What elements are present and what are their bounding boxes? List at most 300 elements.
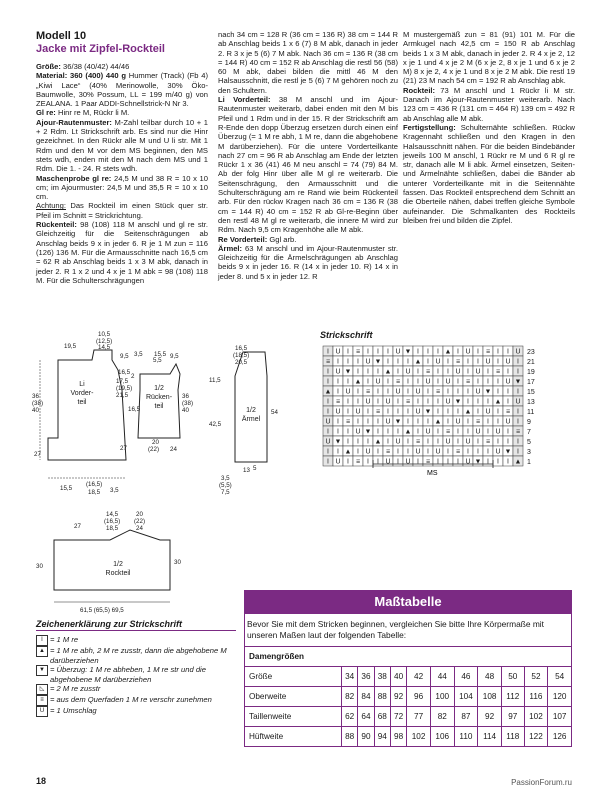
chart-symbol: I	[387, 358, 389, 366]
table-cell: 46	[454, 667, 478, 687]
dim-neck-2: (12,5)	[96, 338, 113, 345]
skirt-dim-6: 24	[136, 525, 143, 532]
sleeve-top-2: (18,5)	[233, 352, 250, 359]
skirt-height-left: 30	[36, 563, 43, 570]
skirt-label-2: Rockteil	[105, 570, 131, 577]
chart-symbol: I	[447, 418, 449, 426]
chart-symbol: I	[367, 458, 369, 466]
table-cell: 126	[548, 727, 572, 747]
chart-symbol: U	[455, 418, 461, 426]
dim-chest-1: 17,5	[116, 378, 129, 385]
chart-symbol: I	[397, 368, 399, 376]
chart-symbol: ≡	[505, 408, 511, 416]
size-table-intro: Bevor Sie mit dem Stricken beginnen, vergleichen Sie bitte Ihre Körpermaße mit unseren Maßen laut der folgenden Tabelle:	[244, 614, 572, 646]
chart-symbol: I	[337, 388, 339, 396]
chart-symbol: ≡	[375, 408, 381, 416]
chart-symbol: U	[405, 368, 411, 376]
chart-symbol: U	[365, 398, 371, 406]
chart-symbol: I	[437, 458, 439, 466]
dim-chest-2: (19,5)	[116, 385, 133, 392]
chart-symbol: I	[357, 388, 359, 396]
table-row	[245, 667, 572, 687]
table-cell: 54	[548, 667, 572, 687]
chart-symbol: I	[347, 348, 349, 356]
chart-symbol: U	[335, 348, 341, 356]
table-cell: 64	[358, 707, 374, 727]
chart-symbol: I	[497, 348, 499, 356]
pattern-title: Jacke mit Zipfel-Rockteil	[36, 43, 165, 55]
dim-front-width-1: 15,5	[60, 485, 73, 492]
chart-symbol: I	[377, 428, 379, 436]
chart-symbol: ≡	[405, 398, 411, 406]
chart-symbol: ≡	[455, 358, 461, 366]
table-cell: 77	[407, 707, 431, 727]
chart-symbol: I	[437, 378, 439, 386]
chart-symbol: ≡	[395, 378, 401, 386]
chart-symbol: I	[367, 368, 369, 376]
chart-symbol: I	[487, 378, 489, 386]
table-cell: 88	[374, 687, 390, 707]
chart-symbol: I	[347, 428, 349, 436]
chart-symbol: ▼	[484, 388, 492, 396]
dim-neck-1: 10,5	[98, 331, 111, 338]
dim-length-3: 40	[32, 407, 39, 414]
chart-row-label: 13	[527, 399, 535, 406]
dim-front-lower: 27	[34, 451, 41, 458]
sleeve-label-1: 1/2	[246, 407, 256, 414]
gauge-paragraph: Maschenprobe gl re: 24,5 M und 38 R = 10 x 10 cm; im Ajourmuster: 24,5 M und 35,5 R = 10 x 10 cm.	[36, 173, 208, 202]
row-label: Größe	[245, 667, 342, 687]
skirt-dim-5: (22)	[134, 518, 146, 525]
chart-symbol: U	[415, 388, 421, 396]
skirt-dim-3: 18,5	[106, 525, 119, 532]
skirt-dim-4: 20	[136, 511, 143, 518]
dim-2: 2	[131, 373, 135, 380]
sleeve-schematic	[205, 340, 290, 500]
chart-symbol: ▼	[404, 348, 412, 356]
chart-row-label: 5	[527, 439, 531, 446]
dim-lower-edge: 27	[120, 445, 127, 452]
table-row	[245, 687, 572, 707]
legend-item-m1: ≡ = aus dem Querfaden 1 M re verschr zunehmen	[36, 695, 236, 706]
table-cell: 102	[524, 707, 548, 727]
back-continued: nach 34 cm = 128 R (36 cm = 136 R) 38 cm = 144 R ab Anschlag beids 1 x 6 (7) 8 M abk, danach in jeder 2. R 3 x je 5 (6) 7 M abk. Nach 36 cm = 136 R (38 cm = 144 R) 40 cm = 152 R ab Anschlag die restl 56 (58) 60 M abk, dabei bilden die mittl 46 M den Halsausschnitt, die restl je 5 (6) 7 M gehören noch zu den Schultern.	[218, 30, 399, 95]
chart-legend	[36, 620, 236, 717]
chart-symbol: U	[365, 448, 371, 456]
chart-symbol: I	[327, 448, 329, 456]
chart-symbol: I	[357, 358, 359, 366]
table-cell: 118	[501, 727, 524, 747]
instructions-column-2	[218, 30, 398, 281]
chart-symbol: I	[327, 368, 329, 376]
skirt-schematic	[30, 508, 210, 616]
ssk-symbol-icon: ▼	[36, 665, 48, 676]
dim-collar: 3,5	[134, 351, 143, 358]
sleeve-length: 42,5	[209, 421, 222, 428]
skirt-dim-1: 14,5	[106, 511, 119, 518]
chart-symbol: I	[377, 418, 379, 426]
chart-symbol: ▼	[424, 408, 432, 416]
chart-row-label: 11	[527, 409, 535, 416]
skirt-dim-27: 27	[74, 523, 81, 530]
table-cell: 36	[358, 667, 374, 687]
table-cell: 42	[407, 667, 431, 687]
chart-symbol: I	[487, 448, 489, 456]
table-row	[245, 727, 572, 747]
chart-symbol: I	[517, 368, 519, 376]
chart-symbol: U	[335, 368, 341, 376]
chart-symbol: I	[457, 438, 459, 446]
material-paragraph: Material: 360 (400) 440 g Hummer (Track) (Fb 4) „Kiwi Lace“ (40% Merinowolle, 30% Öko-Baumwolle, 30% Possum, LL = 199 m/40 g) von ZEALANA. 1 Paar ADDI-Schnellstrick-N Nr 3.	[36, 71, 209, 109]
table-cell: 44	[430, 667, 454, 687]
chart-symbol: I	[507, 438, 509, 446]
chart-symbol: I	[427, 418, 429, 426]
chart-symbol: I	[517, 438, 519, 446]
chart-symbol: U	[455, 368, 461, 376]
chart-symbol: U	[395, 348, 401, 356]
chart-symbol: I	[377, 448, 379, 456]
chart-symbol: I	[457, 348, 459, 356]
chart-symbol: U	[485, 408, 491, 416]
chart-symbol: I	[397, 428, 399, 436]
table-cell: 82	[430, 707, 454, 727]
chart-symbol: I	[417, 398, 419, 406]
chart-symbol: I	[357, 448, 359, 456]
chart-symbol: U	[495, 448, 501, 456]
chart-symbol: I	[387, 378, 389, 386]
section-label: Damengrößen	[245, 647, 572, 667]
chart-symbol: I	[447, 448, 449, 456]
chart-symbol: I	[397, 358, 399, 366]
chart-symbol: I	[407, 378, 409, 386]
chart-symbol: I	[407, 438, 409, 446]
table-cell: 84	[358, 687, 374, 707]
dim-back-length-2: (38)	[182, 400, 194, 407]
sleeve-paragraph: Ärmel: 63 M anschl und im Ajour-Rautenmuster str. Gleichzeitig für die Ärmelschrägungen ab Anschlag beids 9 x in jeder 16. R (14 x in jeder 10. R) 14 x in jeder 8. und 5 x in jeder 12. R	[218, 243, 398, 281]
table-cell: 108	[478, 687, 502, 707]
front-label-2: Vorder-	[70, 390, 94, 397]
chart-symbol: U	[355, 408, 361, 416]
chart-symbol: I	[417, 348, 419, 356]
chart-symbol: U	[325, 418, 331, 426]
chart-row-label: 19	[527, 369, 535, 376]
chart-row-label: 9	[527, 419, 531, 426]
chart-symbol: I	[507, 428, 509, 436]
legend-item-k2tog: ◺ = 2 M re zusstr	[36, 684, 236, 695]
chart-symbol: I	[347, 398, 349, 406]
chart-symbol: I	[427, 388, 429, 396]
chart-symbol: I	[457, 408, 459, 416]
chart-symbol: I	[517, 418, 519, 426]
table-cell: 62	[342, 707, 358, 727]
chart-symbol: I	[407, 388, 409, 396]
lace-pattern-paragraph: Ajour-Rautenmuster: M-Zahl teilbar durch 10 + 1 + 2 Rdm. Lt Strickschrift arb. Es sind nur die Hinr gezeichnet. In den Rückr alle M und U li str. Mit 1 Rdm und den M vor dem MS beginnen, den MS stets wdh, enden mit den M nach dem MS und 1 Rdm. Die 1. - 24. R stets wdh.	[36, 117, 208, 174]
table-cell: 34	[342, 667, 358, 687]
chart-symbol: I	[437, 348, 439, 356]
size-table-title: Maßtabelle	[244, 590, 572, 614]
chart-symbol: ≡	[495, 368, 501, 376]
table-cell: 68	[374, 707, 390, 727]
dim-back-width-1: 20	[152, 439, 159, 446]
chart-symbol: I	[487, 398, 489, 406]
chart-symbol: I	[517, 448, 519, 456]
chart-symbol: I	[347, 378, 349, 386]
chart-symbol: I	[347, 458, 349, 466]
chart-symbol: I	[467, 448, 469, 456]
chart-symbol: ▼	[474, 458, 482, 466]
chart-symbol: I	[497, 358, 499, 366]
row-label: Hüftweite	[245, 727, 342, 747]
chart-symbol: ▼	[514, 378, 522, 386]
chart-symbol: I	[437, 398, 439, 406]
chart-symbol: I	[367, 408, 369, 416]
skirt-paragraph: Rockteil: 73 M anschl und 1 Rückr li M str. Danach im Ajour-Rautenmuster weiterarb. Nach 123 cm = 436 R (131 cm = 464 R) 139 cm = 492 R ab Anschlag alle M abk.	[403, 85, 575, 123]
back-label-2: Rücken-	[145, 394, 173, 401]
chart-row-label: 7	[527, 429, 531, 436]
chart-symbol: I	[477, 438, 479, 446]
dim-neck-3: 14,5	[98, 344, 111, 351]
chart-symbol: I	[337, 428, 339, 436]
sleeve-inc-2: (5,5)	[219, 482, 232, 489]
dim-side-length: 16,5	[128, 406, 141, 413]
chart-symbol: I	[407, 448, 409, 456]
chart-symbol: ≡	[485, 348, 491, 356]
chart-symbol: U	[365, 358, 371, 366]
right-front-paragraph: Re Vorderteil: Ggl arb.	[218, 234, 297, 244]
sleeve-5: 5	[253, 465, 257, 472]
model-number: Modell 10	[36, 30, 87, 42]
sleeve-inc-3: 7,5	[221, 489, 230, 496]
chart-symbol: ▲	[344, 448, 352, 456]
chart-symbol: ≡	[345, 418, 351, 426]
chart-symbol: I	[457, 378, 459, 386]
chart-symbol: I	[437, 408, 439, 416]
chart-symbol: ≡	[445, 428, 451, 436]
chart-symbol: I	[337, 448, 339, 456]
chart-symbol: U	[445, 398, 451, 406]
chart-symbol: I	[397, 448, 399, 456]
chart-symbol: I	[327, 398, 329, 406]
table-cell: 72	[390, 707, 406, 727]
chart-symbol: U	[415, 408, 421, 416]
chart-symbol: ▲	[514, 458, 522, 466]
chart-symbol: I	[497, 438, 499, 446]
chart-symbol: ≡	[515, 428, 521, 436]
table-cell: 50	[501, 667, 524, 687]
ms-label: MS	[427, 470, 438, 477]
chart-symbol: ≡	[485, 438, 491, 446]
chart-symbol: U	[475, 368, 481, 376]
chart-symbol: I	[477, 358, 479, 366]
finishing-paragraph: Fertigstellung: Schulternähte schließen. Rückw Kragennaht schließen und den Kragen in den Halsausschnitt nähen. Für die beiden Bindebänder jeweils 100 M anschl, 1 Rückr re M und 6 R gl re str, danach alle M li abk. Ärmel einsetzen, Seiten- und Ärmelnähte schließen, dabei die Bänder ab unterer Vorderteilkante mit in die Seitennähte fassen. Das Rockteil entsprechend dem Schnitt an die Oberteile nähen, dabei treffen gleiche Symbole aufeinander. Die Schmalkanten des Rockteils bleiben frei und bilden die Zipfel.	[403, 122, 575, 225]
dim-back-length-1: 36	[182, 393, 189, 400]
chart-symbol: U	[395, 388, 401, 396]
table-cell: 107	[548, 707, 572, 727]
chart-symbol: I	[357, 398, 359, 406]
table-cell: 92	[478, 707, 502, 727]
chart-symbol: I	[517, 408, 519, 416]
chart-symbol: U	[445, 378, 451, 386]
chart-symbol: I	[377, 458, 379, 466]
front-label-1: Li	[79, 381, 85, 388]
watermark: PassionForum.ru	[511, 778, 572, 787]
dim-front-side: 16,5	[118, 369, 131, 376]
row-label: Oberweite	[245, 687, 342, 707]
skirt-label-1: 1/2	[113, 561, 123, 568]
chart-symbol: I	[467, 358, 469, 366]
size-paragraph: Größe: 36/38 (40/42) 44/46	[36, 62, 130, 71]
skirt-width: 61,5 (65,5) 69,5	[80, 607, 124, 614]
chart-symbol: I	[327, 348, 329, 356]
dim-front-band: 3,5	[110, 487, 119, 494]
table-cell: 82	[342, 687, 358, 707]
legend-item-ssk: ▼ = Überzug: 1 M re abheben, 1 M re str und die abgehobene M darüberziehen	[36, 665, 236, 684]
dim-back-top: 15,5	[154, 351, 167, 358]
chart-symbol: I	[477, 378, 479, 386]
skirt-dim-2: (16,5)	[104, 518, 121, 525]
chart-symbol: I	[407, 408, 409, 416]
chart-symbol: U	[435, 358, 441, 366]
chart-symbol: ▼	[364, 428, 372, 436]
chart-symbol: I	[397, 408, 399, 416]
chart-symbol: U	[355, 428, 361, 436]
chart-symbol: ▼	[374, 358, 382, 366]
chart-symbol: I	[327, 378, 329, 386]
chart-symbol: I	[377, 388, 379, 396]
chart-symbol: I	[487, 368, 489, 376]
chart-symbol: I	[337, 418, 339, 426]
chart-row-label: 23	[527, 349, 535, 356]
chart-symbol: ≡	[435, 388, 441, 396]
chart-symbol: I	[417, 368, 419, 376]
chart-symbol: U	[325, 438, 331, 446]
chart-symbol: ≡	[355, 348, 361, 356]
chart-symbol: ▲	[354, 378, 362, 386]
chart-symbol: I	[427, 438, 429, 446]
chart-symbol: U	[425, 378, 431, 386]
table-cell: 94	[374, 727, 390, 747]
chart-symbol: I	[507, 368, 509, 376]
chart-symbol: ▼	[394, 418, 402, 426]
chart-symbol: I	[497, 418, 499, 426]
chart-symbol: I	[467, 418, 469, 426]
knit-symbol-icon: I	[36, 635, 48, 646]
chart-symbol: ▼	[504, 448, 512, 456]
chart-symbol: U	[505, 358, 511, 366]
chart-symbol: ▲	[374, 438, 382, 446]
chart-symbol: ≡	[425, 458, 431, 466]
table-cell: 88	[342, 727, 358, 747]
chart-symbol: I	[327, 428, 329, 436]
sleeve-top-3: 20,5	[235, 359, 248, 366]
dim-back-length-3: 40	[182, 407, 189, 414]
chart-symbol: U	[515, 348, 521, 356]
chart-row-label: 15	[527, 389, 535, 396]
chart-symbol: I	[447, 388, 449, 396]
chart-symbol: I	[387, 438, 389, 446]
legend-item-double-dec: ▲ = 1 M re abh, 2 M re zusstr, dann die abgehobene M darüberziehen	[36, 646, 236, 665]
dim-front-width-2: (16,5)	[86, 481, 103, 488]
chart-symbol: I	[417, 428, 419, 436]
chart-symbol: I	[497, 408, 499, 416]
double-decrease-symbol-icon: ▲	[36, 646, 48, 657]
chart-symbol: I	[427, 398, 429, 406]
chart-symbol: U	[335, 408, 341, 416]
skirt-height-right: 30	[174, 559, 181, 566]
chart-symbol: U	[445, 438, 451, 446]
page-number: 18	[36, 776, 47, 786]
chart-symbol: I	[377, 398, 379, 406]
chart-symbol: I	[337, 358, 339, 366]
chart-symbol: ▼	[454, 398, 462, 406]
chart-row-label: 1	[527, 459, 531, 466]
table-cell: 114	[478, 727, 502, 747]
chart-symbol: I	[427, 348, 429, 356]
table-cell: 106	[430, 727, 454, 747]
chart-symbol: I	[397, 458, 399, 466]
table-cell: 97	[501, 707, 524, 727]
chart-symbol: I	[517, 388, 519, 396]
chart-symbol: ≡	[355, 458, 361, 466]
chart-symbol: I	[507, 388, 509, 396]
table-cell: 120	[548, 687, 572, 707]
chart-symbol: U	[335, 458, 341, 466]
chart-symbol: I	[437, 368, 439, 376]
knitting-chart	[315, 342, 565, 482]
dim-chest-3: 21,5	[116, 392, 129, 399]
dim-back-neck: 5,5	[153, 357, 162, 364]
chart-symbol: U	[505, 378, 511, 386]
chart-symbol: ≡	[465, 378, 471, 386]
chart-symbol: I	[507, 348, 509, 356]
chart-symbol: U	[385, 458, 391, 466]
dim-armhole-b: 9,5	[170, 353, 179, 360]
dim-length-2: (38)	[32, 400, 44, 407]
instructions-column-3	[403, 30, 575, 225]
table-cell: 96	[407, 687, 431, 707]
back-label-3: teil	[154, 403, 164, 410]
table-cell: 122	[524, 727, 548, 747]
legend-item-knit: I = 1 M re	[36, 635, 236, 646]
chart-symbol: I	[437, 428, 439, 436]
chart-symbol: I	[327, 458, 329, 466]
chart-symbol: I	[507, 398, 509, 406]
chart-symbol: I	[447, 368, 449, 376]
chart-symbol: I	[437, 438, 439, 446]
chart-symbol: I	[477, 408, 479, 416]
chart-symbol: I	[497, 388, 499, 396]
chart-symbol: I	[387, 408, 389, 416]
table-cell: 104	[454, 687, 478, 707]
increase-symbol-icon: ≡	[36, 695, 48, 706]
chart-symbol: I	[377, 368, 379, 376]
chart-symbol: I	[457, 428, 459, 436]
chart-symbol: U	[345, 388, 351, 396]
dim-shoulder: 19,5	[64, 343, 77, 350]
chart-symbol: ≡	[475, 418, 481, 426]
table-cell: 87	[454, 707, 478, 727]
chart-symbol: ≡	[415, 438, 421, 446]
chart-symbol: I	[487, 428, 489, 436]
table-cell: 102	[407, 727, 431, 747]
size-table	[244, 590, 572, 747]
table-cell: 40	[390, 667, 406, 687]
chart-symbol: I	[497, 378, 499, 386]
chart-symbol: I	[417, 378, 419, 386]
chart-symbol: I	[467, 428, 469, 436]
chart-symbol: I	[407, 358, 409, 366]
chart-symbol: I	[477, 398, 479, 406]
